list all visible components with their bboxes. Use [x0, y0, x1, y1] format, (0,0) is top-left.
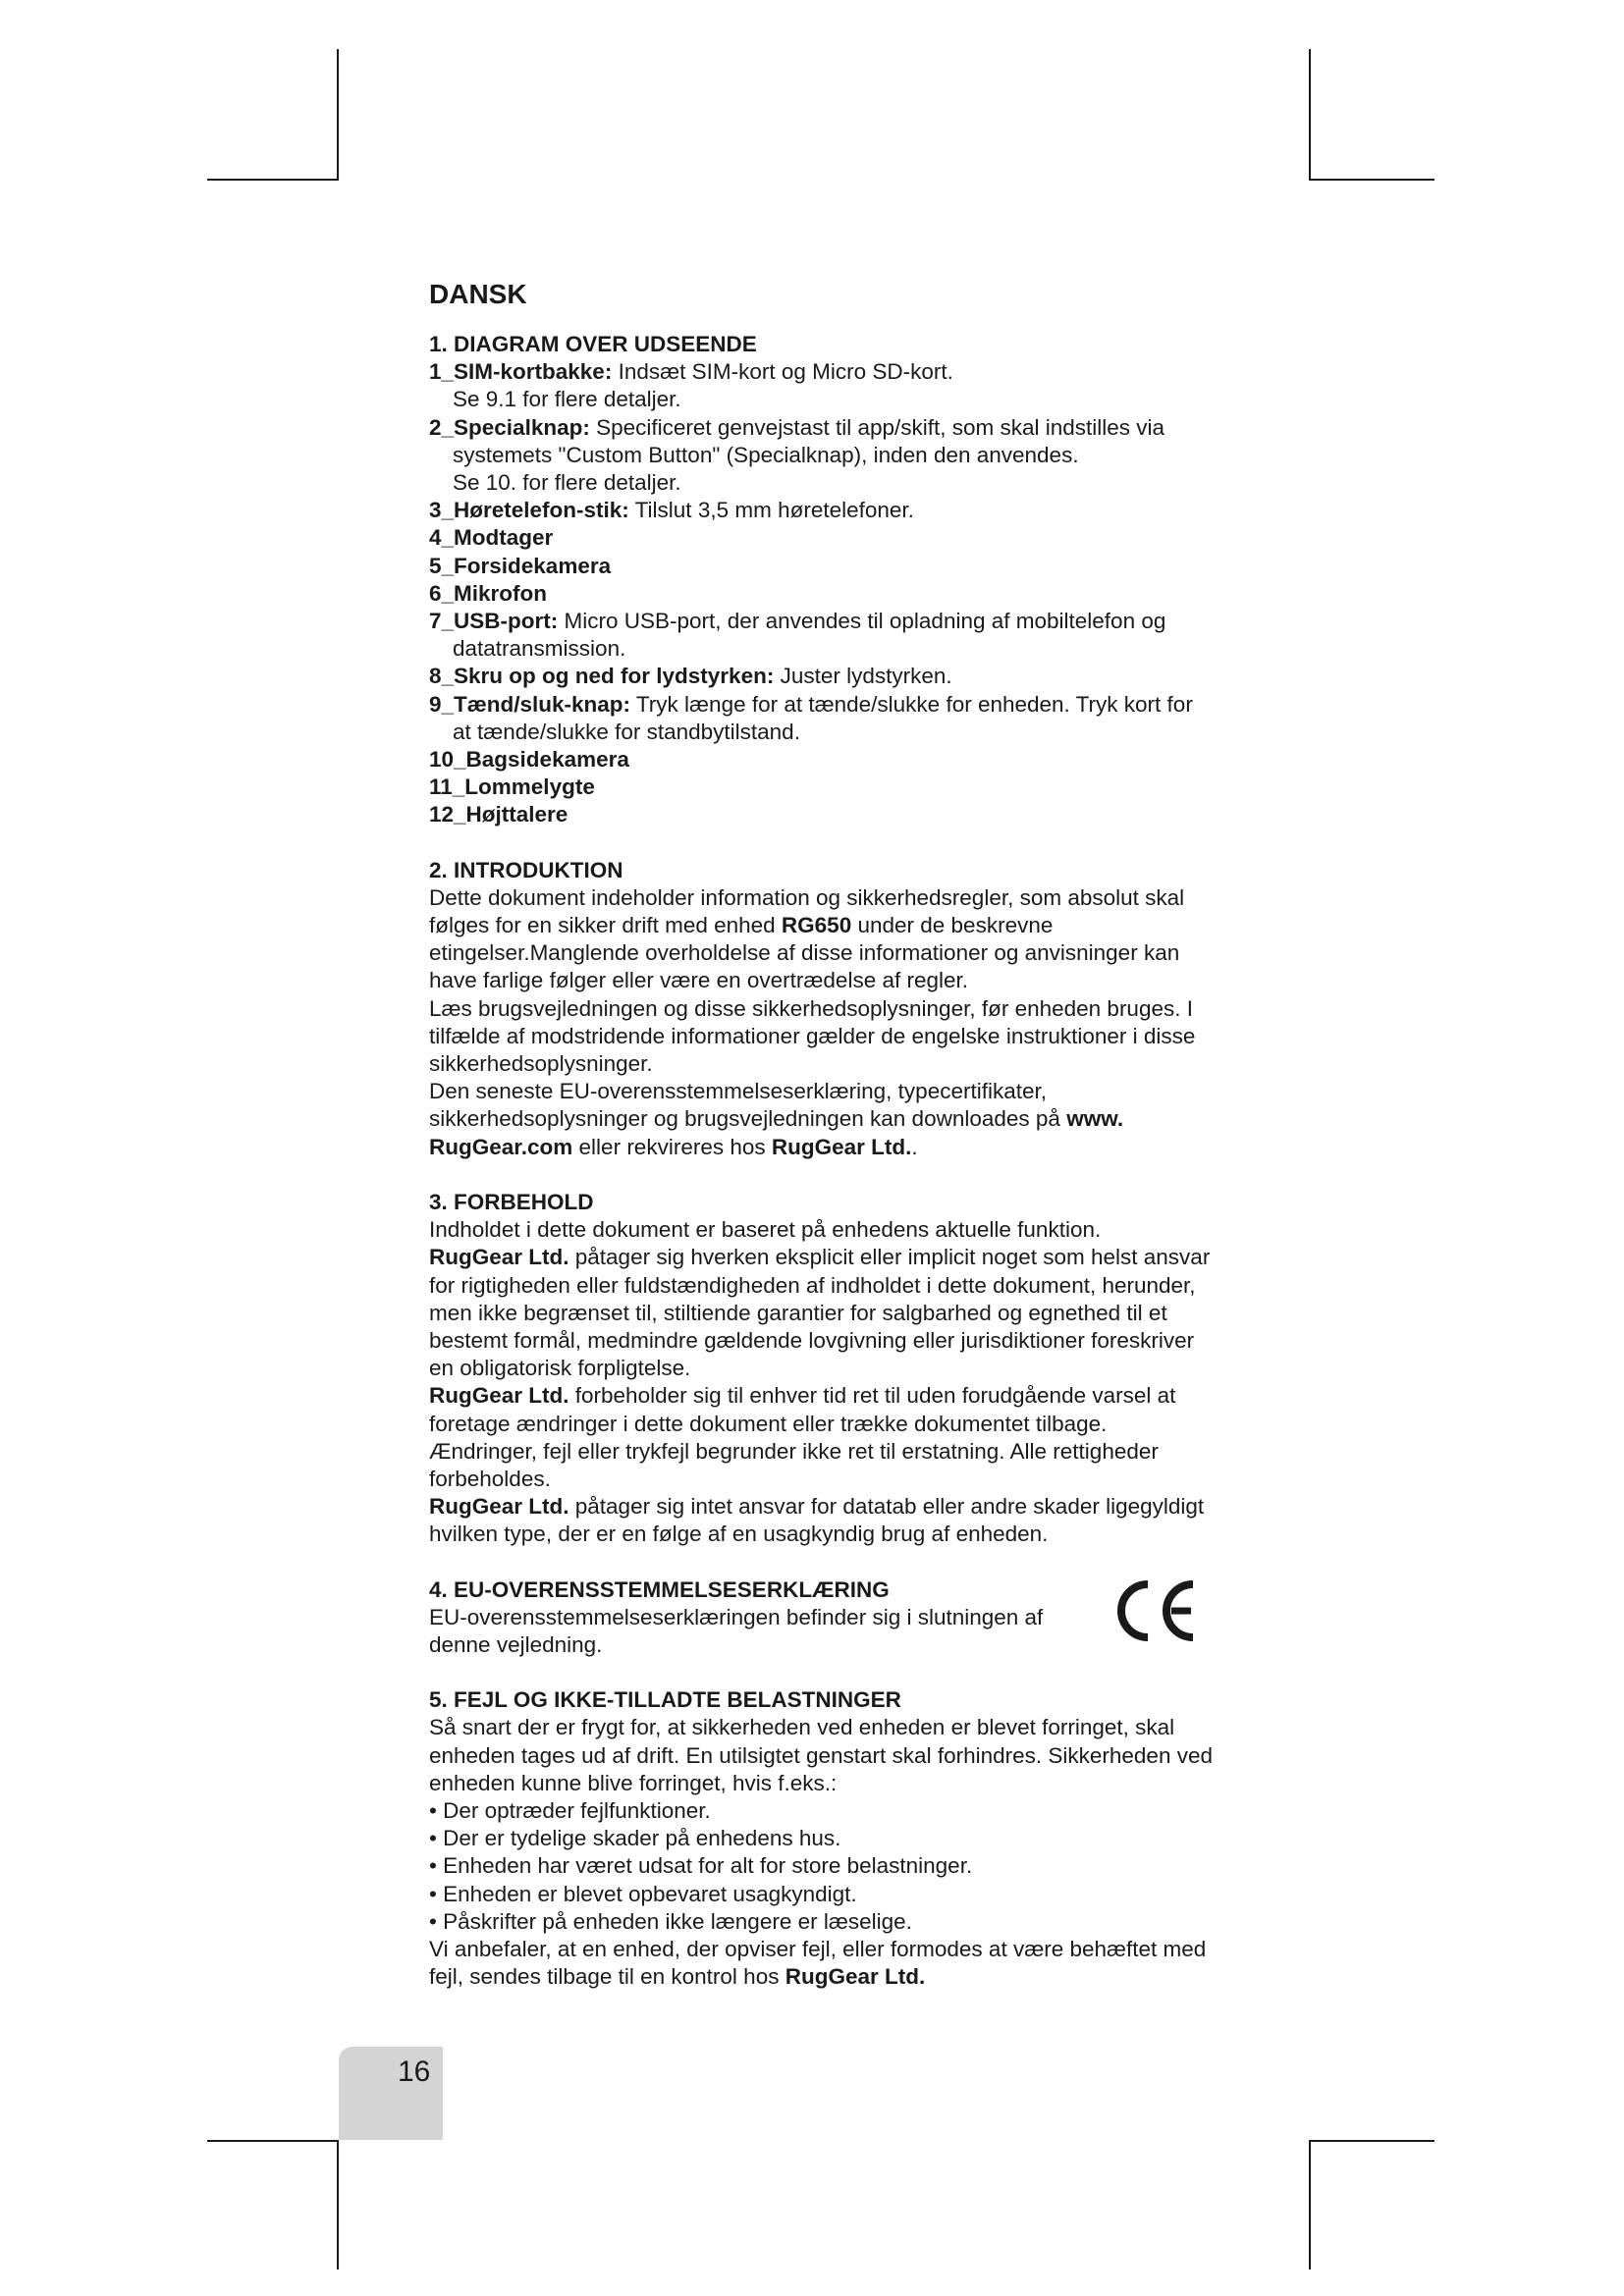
diagram-item: [429, 414, 1215, 498]
text-span: under de beskrevne etingelser.Manglende overholdelse af disse informationer og anvisninger kan have farlige følger eller være en overtrædelse af regler.: [429, 913, 1180, 993]
diagram-item-text: Indsæt SIM-kort og Micro SD-kort.: [612, 359, 953, 385]
crop-mark-bottom-left-horizontal: [207, 2140, 339, 2142]
crop-mark-top-left-vertical: [337, 49, 339, 181]
bullet-list: [429, 1797, 1215, 1936]
diagram-item: [429, 663, 1215, 690]
diagram-item: [429, 553, 1215, 580]
section-introduction: [429, 857, 1215, 1161]
diagram-item: [429, 691, 1215, 746]
crop-mark-top-left-horizontal: [207, 179, 339, 181]
bullet-item: • Der optræder fejlfunktioner.: [429, 1797, 711, 1823]
paragraph: Så snart der er frygt for, at sikkerheden ved enheden er blevet forringet, skal enheden tages ud af drift. En utilsigtet genstart skal forhindres. Sikkerheden ved enheden kunne blive forringet, hvis f.eks.:: [429, 1715, 1213, 1795]
section-heading: 3. FORBEHOLD: [429, 1189, 594, 1214]
paragraph: [429, 1244, 1215, 1382]
text-span: påtager sig intet ansvar for datatab eller andre skader ligegyldigt hvilken type, der er en følge af en usagkyndig brug af enheden.: [429, 1494, 1205, 1547]
diagram-item-label: 12_Højttalere: [429, 802, 568, 828]
text-span: Dette dokument indeholder information og sikkerhedsregler, som absolut skal følges for en sikker drift med enhed: [429, 884, 1185, 938]
diagram-item: [429, 524, 1215, 552]
section-heading: 4. EU-OVERENSSTEMMELSESERKLÆRING: [429, 1576, 890, 1602]
paragraph: [429, 884, 1215, 995]
company-name: RugGear Ltd.: [785, 1964, 926, 1990]
paragraph: [429, 1493, 1215, 1548]
page-number: 16: [398, 2056, 431, 2088]
section-heading: 5. FEJL OG IKKE-TILLADTE BELASTNINGER: [429, 1687, 901, 1713]
text-span: eller rekvireres hos: [572, 1134, 772, 1159]
company-name: RugGear Ltd.: [429, 1494, 569, 1520]
website-link[interactable]: www. RugGear.com: [429, 1106, 1124, 1159]
diagram-item-text: Tryk længe for at tænde/slukke for enheden. Tryk kort for at tænde/slukke for standbytilstand.: [453, 691, 1193, 744]
diagram-item-label: 6_Mikrofon: [429, 580, 548, 606]
diagram-item-text: Juster lydstyrken.: [774, 664, 952, 689]
section-heading: 2. INTRODUKTION: [429, 857, 623, 882]
paragraph: [429, 1936, 1215, 1991]
diagram-item-text: Tilslut 3,5 mm høretelefoner.: [628, 498, 914, 523]
section-disclaimer: [429, 1189, 1215, 1549]
diagram-item-label: 1_SIM-kortbakke:: [429, 359, 613, 385]
text-span: forbeholder sig til enhver tid ret til uden forudgående varsel at foretage ændringer i dette dokument eller trække dokumentet tilbage. Ændringer, fejl eller trykfejl begrunder ikke ret til erstatning. Alle rettigheder forbeholdes.: [429, 1383, 1176, 1491]
diagram-item-list: [429, 358, 1215, 828]
ce-mark-icon: [1107, 1578, 1201, 1643]
diagram-item: [429, 358, 1215, 413]
paragraph: Læs brugsvejledningen og disse sikkerhedsoplysninger, før enheden bruges. I tilfælde af modstridende informationer gælder de engelske instruktioner i disse sikkerhedsoplysninger.: [429, 995, 1196, 1077]
diagram-item-label: 9_Tænd/sluk-knap:: [429, 691, 631, 717]
diagram-item: [429, 580, 1215, 608]
diagram-item: [429, 746, 1215, 774]
paragraph: [429, 1382, 1215, 1493]
diagram-item: [429, 497, 1215, 524]
bullet-item: • Enheden har været udsat for alt for store belastninger.: [429, 1853, 973, 1879]
bullet-item: • Påskrifter på enheden ikke længere er læselige.: [429, 1908, 912, 1934]
diagram-item-text: Specificeret genvejstast til app/skift, som skal indstilles via systemets "Custom Button" (Specialknap), inden den anvendes.: [453, 414, 1165, 467]
crop-mark-top-right-vertical: [1309, 49, 1311, 181]
crop-mark-bottom-right-vertical: [1309, 2140, 1311, 2269]
diagram-item-label: 5_Forsidekamera: [429, 553, 612, 578]
section-faults: [429, 1686, 1215, 1991]
diagram-item-label: 11_Lommelygte: [429, 774, 595, 800]
paragraph: Indholdet i dette dokument er baseret på enhedens aktuelle funktion.: [429, 1217, 1102, 1243]
text-span: Vi anbefaler, at en enhed, der opviser fejl, eller formodes at være behæftet med fejl, sendes tilbage til en kontrol hos: [429, 1936, 1207, 1990]
company-name: RugGear Ltd.: [771, 1134, 912, 1159]
crop-mark-bottom-right-horizontal: [1309, 2140, 1435, 2142]
language-heading: DANSK: [429, 279, 527, 309]
diagram-item-label: 3_Høretelefon-stik:: [429, 498, 629, 523]
diagram-item-note: Se 10. for flere detaljer.: [453, 470, 681, 496]
text-span: påtager sig hverken eksplicit eller implicit noget som helst ansvar for rigtigheden eller fuldstændigheden af indholdet i dette dokument, herunder, men ikke begrænset til, stiltiende garantier for salgbarhed og egnethed til et bestemt formål, medmindre gældende lovgivning eller jurisdiktioner foreskriver en obligatorisk forpligtelse.: [429, 1245, 1211, 1381]
crop-mark-bottom-left-vertical: [337, 2140, 339, 2269]
company-name: RugGear Ltd.: [429, 1245, 569, 1270]
section-heading: 1. DIAGRAM OVER UDSEENDE: [429, 332, 757, 356]
model-name: RG650: [781, 913, 852, 938]
bullet-item: • Enheden er blevet opbevaret usagkyndigt.: [429, 1881, 857, 1906]
section-diagram: [429, 331, 1215, 829]
section-eu-declaration: [429, 1576, 1215, 1660]
diagram-item-label: 4_Modtager: [429, 525, 554, 551]
diagram-item: [429, 608, 1215, 663]
bullet-item: • Der er tydelige skader på enhedens hus.: [429, 1826, 841, 1851]
diagram-item-text: Micro USB-port, der anvendes til opladning af mobiltelefon og datatransmission.: [453, 609, 1166, 662]
diagram-item-label: 8_Skru op og ned for lydstyrken:: [429, 664, 775, 689]
paragraph: [429, 1078, 1215, 1161]
diagram-item-note: Se 9.1 for flere detaljer.: [453, 387, 681, 412]
company-name: RugGear Ltd.: [429, 1383, 569, 1409]
text-span: .: [911, 1134, 918, 1159]
diagram-item-label: 2_Specialknap:: [429, 414, 590, 440]
diagram-item: [429, 801, 1215, 828]
paragraph: EU-overensstemmelseserklæringen befinder sig i slutningen af denne vejledning.: [429, 1604, 1044, 1657]
document-body: [429, 278, 1215, 2018]
diagram-item-label: 10_Bagsidekamera: [429, 747, 629, 773]
crop-mark-top-right-horizontal: [1309, 179, 1435, 181]
diagram-item-label: 7_USB-port:: [429, 609, 559, 634]
text-span: Den seneste EU-overensstemmelseserklæring, typecertifikater, sikkerhedsoplysninger og brugsvejledningen kan downloades på: [429, 1079, 1067, 1132]
diagram-item: [429, 774, 1215, 801]
